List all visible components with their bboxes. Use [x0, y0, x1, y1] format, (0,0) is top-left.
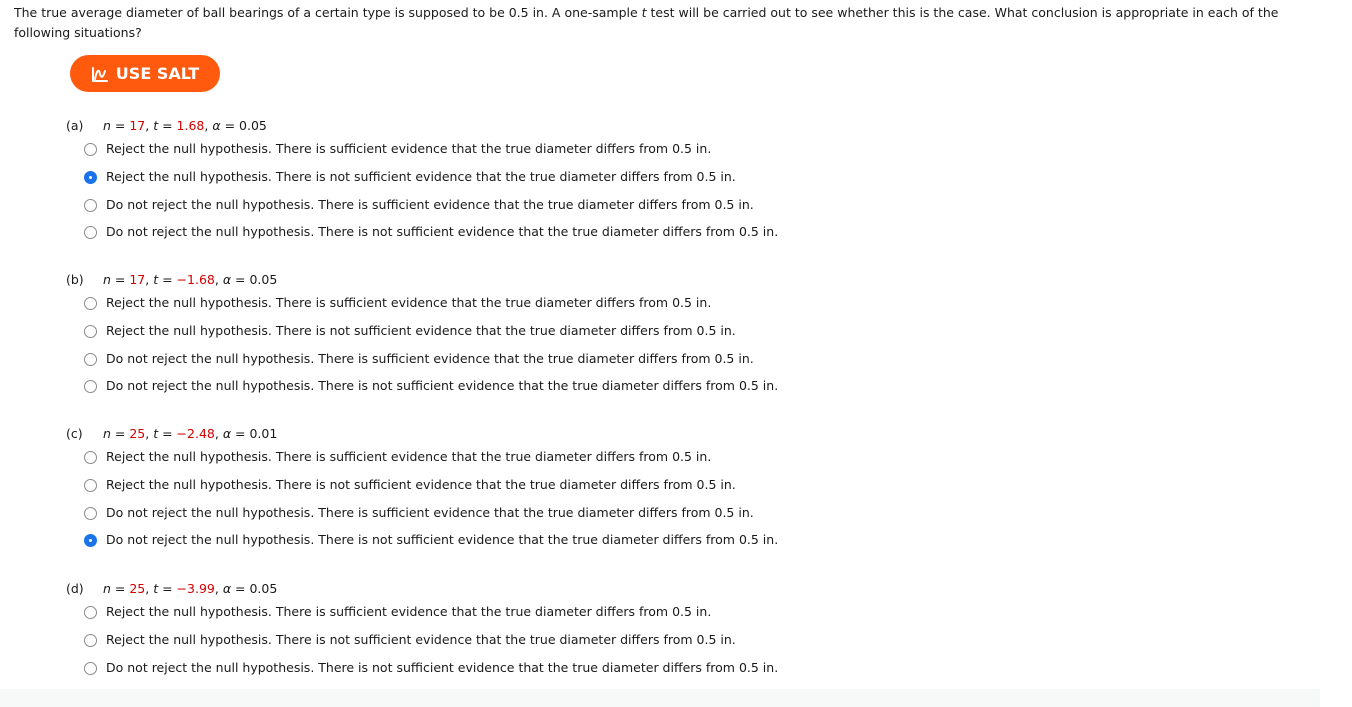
separator: , [214, 426, 223, 441]
n-symbol: n [103, 581, 111, 596]
radio-button[interactable] [84, 479, 97, 492]
separator: , [145, 426, 154, 441]
answer-option[interactable] [84, 294, 711, 312]
n-value: 17 [129, 272, 146, 287]
answer-option-label: Do not reject the null hypothesis. There is sufficient evidence that the true diameter differs from 0.5 in. [106, 197, 754, 212]
answer-option-label: Do not reject the null hypothesis. There is sufficient evidence that the true diameter differs from 0.5 in. [106, 505, 754, 520]
separator: , [145, 272, 154, 287]
t-symbol: t [153, 581, 159, 596]
answer-option[interactable] [84, 140, 711, 158]
part-label: (d) [66, 581, 84, 596]
t-symbol: t [153, 426, 159, 441]
use-salt-label: USE SALT [115, 64, 200, 83]
question-text-start: The true average diameter of ball bearings of a certain type is supposed to be 0.5 in. A one-sample [14, 5, 642, 20]
t-value: −2.48 [176, 426, 215, 441]
n-value: 25 [129, 581, 146, 596]
alpha-symbol: α [222, 272, 232, 287]
part-label: (a) [66, 118, 84, 133]
answer-option-label: Do not reject the null hypothesis. There is not sufficient evidence that the true diameter differs from 0.5 in. [106, 224, 779, 239]
separator: , [204, 118, 213, 133]
radio-button[interactable] [84, 606, 97, 619]
answer-option[interactable] [84, 631, 736, 649]
alpha-value: 0.05 [239, 118, 267, 133]
equals: = [158, 581, 177, 596]
alpha-symbol: α [222, 581, 232, 596]
radio-button[interactable] [84, 297, 97, 310]
part-header [66, 271, 277, 289]
n-value: 17 [129, 118, 146, 133]
separator: , [214, 581, 223, 596]
part-header [66, 580, 277, 598]
answer-option-label: Reject the null hypothesis. There is sufficient evidence that the true diameter differs from 0.5 in. [106, 604, 712, 619]
n-symbol: n [103, 118, 111, 133]
alpha-value: 0.01 [249, 426, 278, 441]
bottom-scroll-area [0, 689, 1320, 707]
separator: , [145, 581, 154, 596]
t-symbol: t [641, 5, 647, 20]
answer-option-label: Reject the null hypothesis. There is not sufficient evidence that the true diameter differs from 0.5 in. [106, 323, 736, 338]
answer-option[interactable] [84, 603, 711, 621]
equals: = [110, 272, 130, 287]
alpha-value: 0.05 [249, 272, 278, 287]
answer-option[interactable] [84, 448, 711, 466]
radio-button[interactable] [84, 199, 97, 212]
equals: = [231, 581, 250, 596]
answer-option[interactable] [84, 476, 736, 494]
t-value: −1.68 [176, 272, 215, 287]
answer-option-label: Do not reject the null hypothesis. There is not sufficient evidence that the true diameter differs from 0.5 in. [106, 532, 779, 547]
radio-button[interactable] [84, 143, 97, 156]
use-salt-button[interactable] [70, 55, 220, 92]
answer-option-label: Reject the null hypothesis. There is sufficient evidence that the true diameter differs from 0.5 in. [106, 449, 712, 464]
t-symbol: t [153, 272, 159, 287]
radio-button[interactable] [84, 634, 97, 647]
answer-option-label: Do not reject the null hypothesis. There is not sufficient evidence that the true diameter differs from 0.5 in. [106, 378, 779, 393]
separator: , [145, 118, 154, 133]
radio-button[interactable] [84, 325, 97, 338]
radio-button-selected[interactable] [84, 534, 97, 547]
radio-button[interactable] [84, 226, 97, 239]
part-header [66, 117, 267, 135]
radio-button[interactable] [84, 353, 97, 366]
salt-logo-icon [91, 65, 109, 83]
radio-button[interactable] [84, 662, 97, 675]
answer-option[interactable] [84, 196, 754, 214]
answer-option-label: Do not reject the null hypothesis. There is not sufficient evidence that the true diameter differs from 0.5 in. [106, 660, 779, 675]
alpha-symbol: α [212, 118, 221, 133]
question-text-end: test will be carried out to see whether this is the case. What conclusion is appropriate in each of the following situations? [14, 5, 1279, 40]
equals: = [110, 426, 130, 441]
equals: = [110, 118, 130, 133]
equals: = [231, 272, 250, 287]
equals: = [231, 426, 250, 441]
answer-option[interactable] [84, 531, 778, 549]
question-text [14, 3, 1334, 43]
separator: , [214, 272, 223, 287]
radio-button[interactable] [84, 380, 97, 393]
answer-option[interactable] [84, 322, 736, 340]
t-value: 1.68 [176, 118, 205, 133]
answer-option-label: Do not reject the null hypothesis. There is sufficient evidence that the true diameter differs from 0.5 in. [106, 351, 754, 366]
n-symbol: n [103, 272, 111, 287]
equals: = [158, 272, 177, 287]
t-value: −3.99 [176, 581, 215, 596]
part-label: (b) [66, 272, 84, 287]
answer-option[interactable] [84, 659, 778, 677]
n-value: 25 [129, 426, 146, 441]
alpha-symbol: α [222, 426, 232, 441]
answer-option-label: Reject the null hypothesis. There is not sufficient evidence that the true diameter differs from 0.5 in. [106, 169, 736, 184]
n-symbol: n [103, 426, 111, 441]
radio-button[interactable] [84, 507, 97, 520]
equals: = [110, 581, 130, 596]
answer-option[interactable] [84, 168, 736, 186]
answer-option[interactable] [84, 350, 754, 368]
radio-button-selected[interactable] [84, 171, 97, 184]
answer-option[interactable] [84, 377, 778, 395]
answer-option-label: Reject the null hypothesis. There is not sufficient evidence that the true diameter differs from 0.5 in. [106, 477, 736, 492]
answer-option-label: Reject the null hypothesis. There is sufficient evidence that the true diameter differs from 0.5 in. [106, 295, 712, 310]
alpha-value: 0.05 [249, 581, 278, 596]
equals: = [220, 118, 240, 133]
part-header [66, 425, 277, 443]
part-label: (c) [66, 426, 83, 441]
answer-option[interactable] [84, 223, 778, 241]
equals: = [158, 426, 177, 441]
answer-option-label: Reject the null hypothesis. There is not sufficient evidence that the true diameter differs from 0.5 in. [106, 632, 736, 647]
answer-option[interactable] [84, 504, 754, 522]
radio-button[interactable] [84, 451, 97, 464]
equals: = [158, 118, 177, 133]
t-symbol: t [153, 118, 159, 133]
answer-option-label: Reject the null hypothesis. There is sufficient evidence that the true diameter differs from 0.5 in. [106, 141, 712, 156]
